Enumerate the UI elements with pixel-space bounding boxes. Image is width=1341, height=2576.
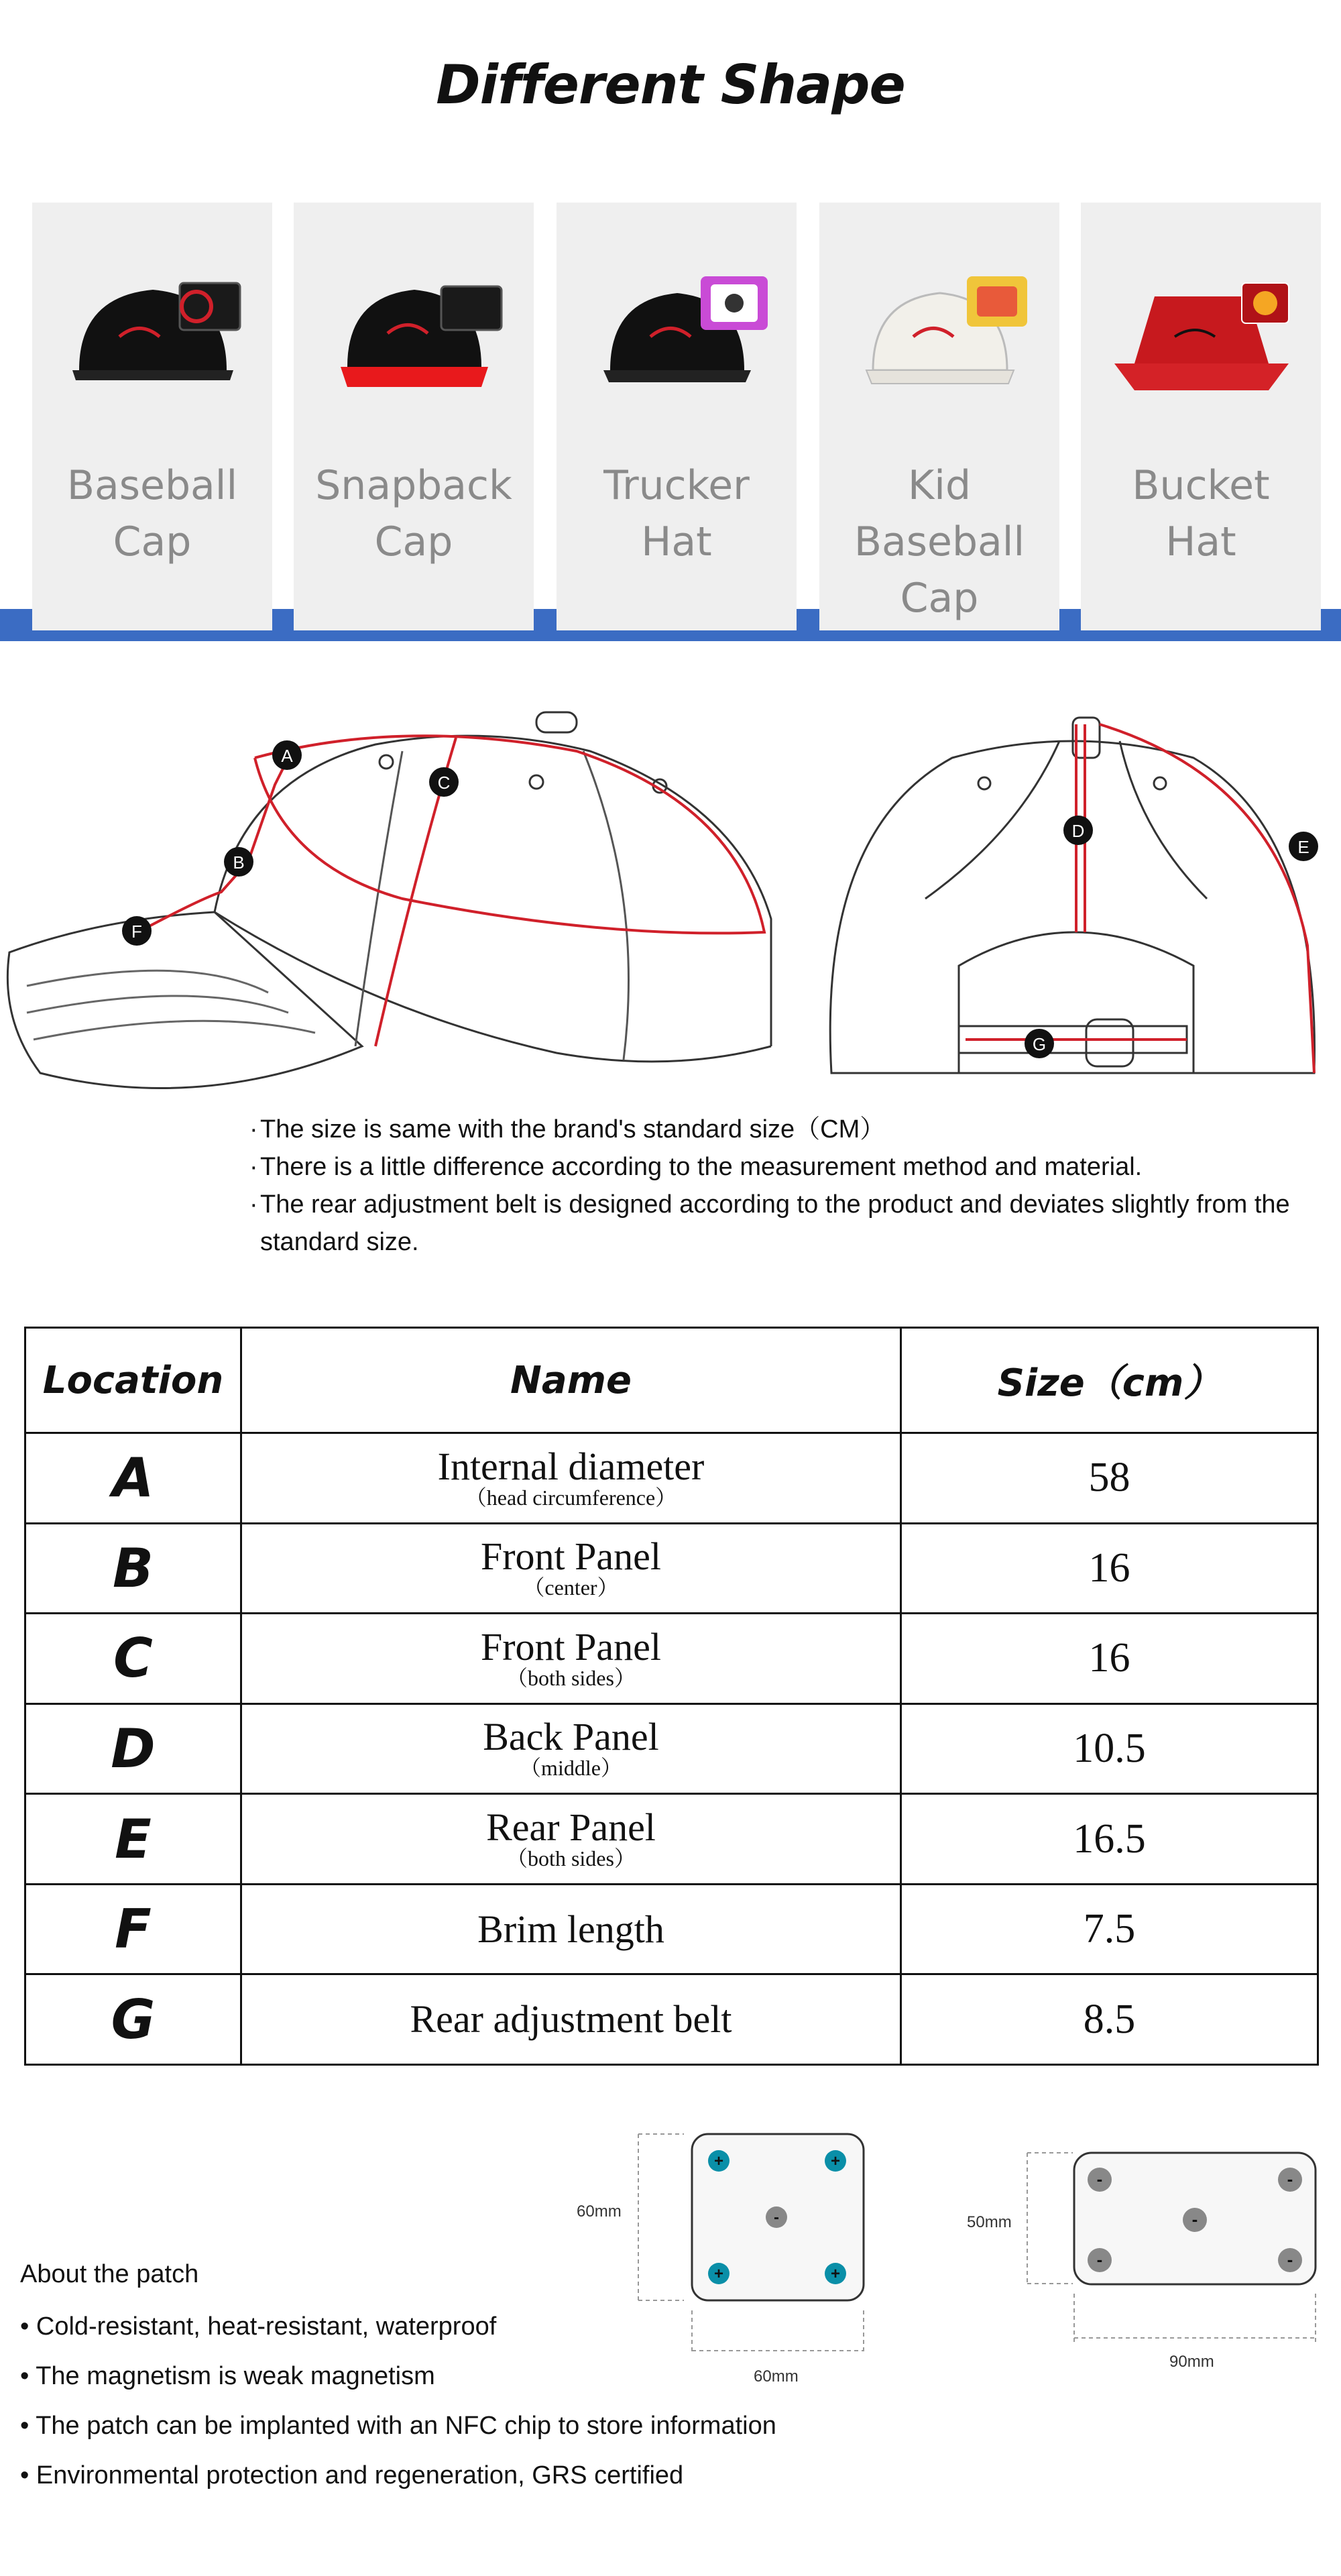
svg-text:+: + bbox=[830, 2152, 841, 2170]
name-main: Internal diameter bbox=[437, 1444, 705, 1488]
table-row bbox=[25, 1794, 1318, 1885]
size-cell: 7.5 bbox=[901, 1884, 1318, 1974]
svg-text:-: - bbox=[1096, 2169, 1103, 2189]
card-kid-baseball-cap bbox=[819, 203, 1059, 630]
note-line: · The size is same with the brand's standard size（CM） bbox=[249, 1111, 1329, 1148]
name-main: Brim length bbox=[477, 1907, 664, 1951]
cap-side-view bbox=[7, 712, 771, 1088]
size-cell: 16.5 bbox=[901, 1794, 1318, 1885]
card-label: Trucker Hat bbox=[603, 462, 750, 565]
marker-f bbox=[122, 916, 152, 946]
marker-e bbox=[1289, 832, 1318, 861]
svg-text:A: A bbox=[281, 746, 293, 766]
name-cell bbox=[241, 1433, 901, 1524]
table-row bbox=[25, 1614, 1318, 1704]
location-cell: E bbox=[25, 1794, 241, 1885]
svg-text:F: F bbox=[131, 921, 142, 942]
table-row bbox=[25, 1974, 1318, 2065]
header-name: Name bbox=[241, 1328, 901, 1433]
cap-measurement-diagram bbox=[0, 697, 1341, 1100]
svg-text:E: E bbox=[1297, 837, 1309, 857]
card-label: Kid Baseball Cap bbox=[854, 462, 1025, 622]
marker-c bbox=[429, 767, 459, 797]
svg-text:-: - bbox=[1287, 2249, 1293, 2270]
patch-bullet: • The magnetism is weak magnetism bbox=[20, 2351, 776, 2401]
size-notes bbox=[249, 1111, 1329, 1261]
location-cell: G bbox=[25, 1974, 241, 2065]
name-cell bbox=[241, 1794, 901, 1885]
name-sub: （both sides） bbox=[506, 1846, 636, 1871]
svg-text:+: + bbox=[713, 2152, 724, 2170]
page-title: Different Shape bbox=[436, 54, 905, 116]
patch-bullets bbox=[20, 2302, 776, 2500]
header-size: Size（cm） bbox=[901, 1328, 1318, 1433]
name-cell bbox=[241, 1703, 901, 1794]
name-main: Front Panel bbox=[480, 1534, 662, 1579]
name-sub: （both sides） bbox=[506, 1665, 636, 1690]
name-main: Front Panel bbox=[480, 1624, 662, 1669]
table-header-row bbox=[25, 1328, 1318, 1433]
card-trucker-hat bbox=[557, 203, 797, 630]
card-label: Bucket Hat bbox=[1132, 462, 1270, 565]
rect-patch bbox=[1027, 2153, 1316, 2342]
snapback-cap-icon bbox=[320, 256, 508, 404]
kid-baseball-cap-icon bbox=[846, 256, 1034, 404]
size-cell: 58 bbox=[901, 1433, 1318, 1524]
patch-title: About the patch bbox=[20, 2260, 199, 2288]
svg-text:D: D bbox=[1071, 821, 1085, 841]
size-cell: 16 bbox=[901, 1523, 1318, 1614]
rect-width-label: 90mm bbox=[1169, 2353, 1214, 2371]
cap-back-view bbox=[830, 718, 1314, 1073]
card-label: Baseball Cap bbox=[66, 462, 238, 565]
location-cell: A bbox=[25, 1433, 241, 1524]
marker-g bbox=[1025, 1029, 1054, 1058]
size-cell: 8.5 bbox=[901, 1974, 1318, 2065]
square-height-label: 60mm bbox=[577, 2202, 622, 2221]
size-table bbox=[24, 1327, 1319, 2066]
location-cell: D bbox=[25, 1703, 241, 1794]
table-row bbox=[25, 1884, 1318, 1974]
marker-d bbox=[1063, 816, 1093, 845]
card-snapback-cap bbox=[294, 203, 534, 630]
table-row bbox=[25, 1523, 1318, 1614]
location-cell: C bbox=[25, 1614, 241, 1704]
svg-text:-: - bbox=[1191, 2209, 1198, 2229]
table-row bbox=[25, 1433, 1318, 1524]
svg-text:+: + bbox=[713, 2265, 724, 2283]
square-width-label: 60mm bbox=[754, 2367, 799, 2386]
svg-text:C: C bbox=[437, 773, 451, 793]
name-main: Back Panel bbox=[483, 1715, 659, 1759]
svg-text:-: - bbox=[1096, 2249, 1103, 2270]
name-main: Rear adjustment belt bbox=[410, 1997, 732, 2041]
size-cell: 10.5 bbox=[901, 1703, 1318, 1794]
note-line: · There is a little difference according to the measurement method and material. bbox=[249, 1148, 1329, 1186]
marker-b bbox=[224, 847, 253, 877]
name-cell bbox=[241, 1523, 901, 1614]
name-sub: （head circumference） bbox=[465, 1485, 677, 1510]
name-cell bbox=[241, 1974, 901, 2065]
patch-bullet: • Environmental protection and regeneration, GRS certified bbox=[20, 2451, 776, 2500]
patch-bullet: • Cold-resistant, heat-resistant, waterproof bbox=[20, 2302, 776, 2351]
location-cell: F bbox=[25, 1884, 241, 1974]
marker-a bbox=[272, 740, 302, 770]
baseball-cap-icon bbox=[59, 256, 247, 404]
name-main: Rear Panel bbox=[486, 1805, 656, 1850]
svg-text:G: G bbox=[1032, 1034, 1047, 1054]
trucker-hat-icon bbox=[583, 256, 771, 404]
name-cell bbox=[241, 1614, 901, 1704]
name-sub: （center） bbox=[523, 1575, 619, 1600]
svg-text:-: - bbox=[774, 2208, 779, 2227]
note-line: · The rear adjustment belt is designed according to the product and deviates slightly from the standard size. bbox=[249, 1186, 1329, 1261]
card-bucket-hat bbox=[1081, 203, 1321, 630]
location-cell: B bbox=[25, 1523, 241, 1614]
patch-bullet: • The patch can be implanted with an NFC chip to store information bbox=[20, 2401, 776, 2451]
svg-text:+: + bbox=[830, 2265, 841, 2283]
svg-text:-: - bbox=[1287, 2169, 1293, 2189]
svg-text:B: B bbox=[233, 852, 245, 873]
size-cell: 16 bbox=[901, 1614, 1318, 1704]
name-cell bbox=[241, 1884, 901, 1974]
rect-height-label: 50mm bbox=[967, 2213, 1012, 2231]
bucket-hat-icon bbox=[1108, 256, 1295, 404]
table-row bbox=[25, 1703, 1318, 1794]
card-baseball-cap bbox=[32, 203, 272, 630]
name-sub: （middle） bbox=[520, 1756, 622, 1781]
header-location: Location bbox=[25, 1328, 241, 1433]
card-label: Snapback Cap bbox=[315, 462, 512, 565]
